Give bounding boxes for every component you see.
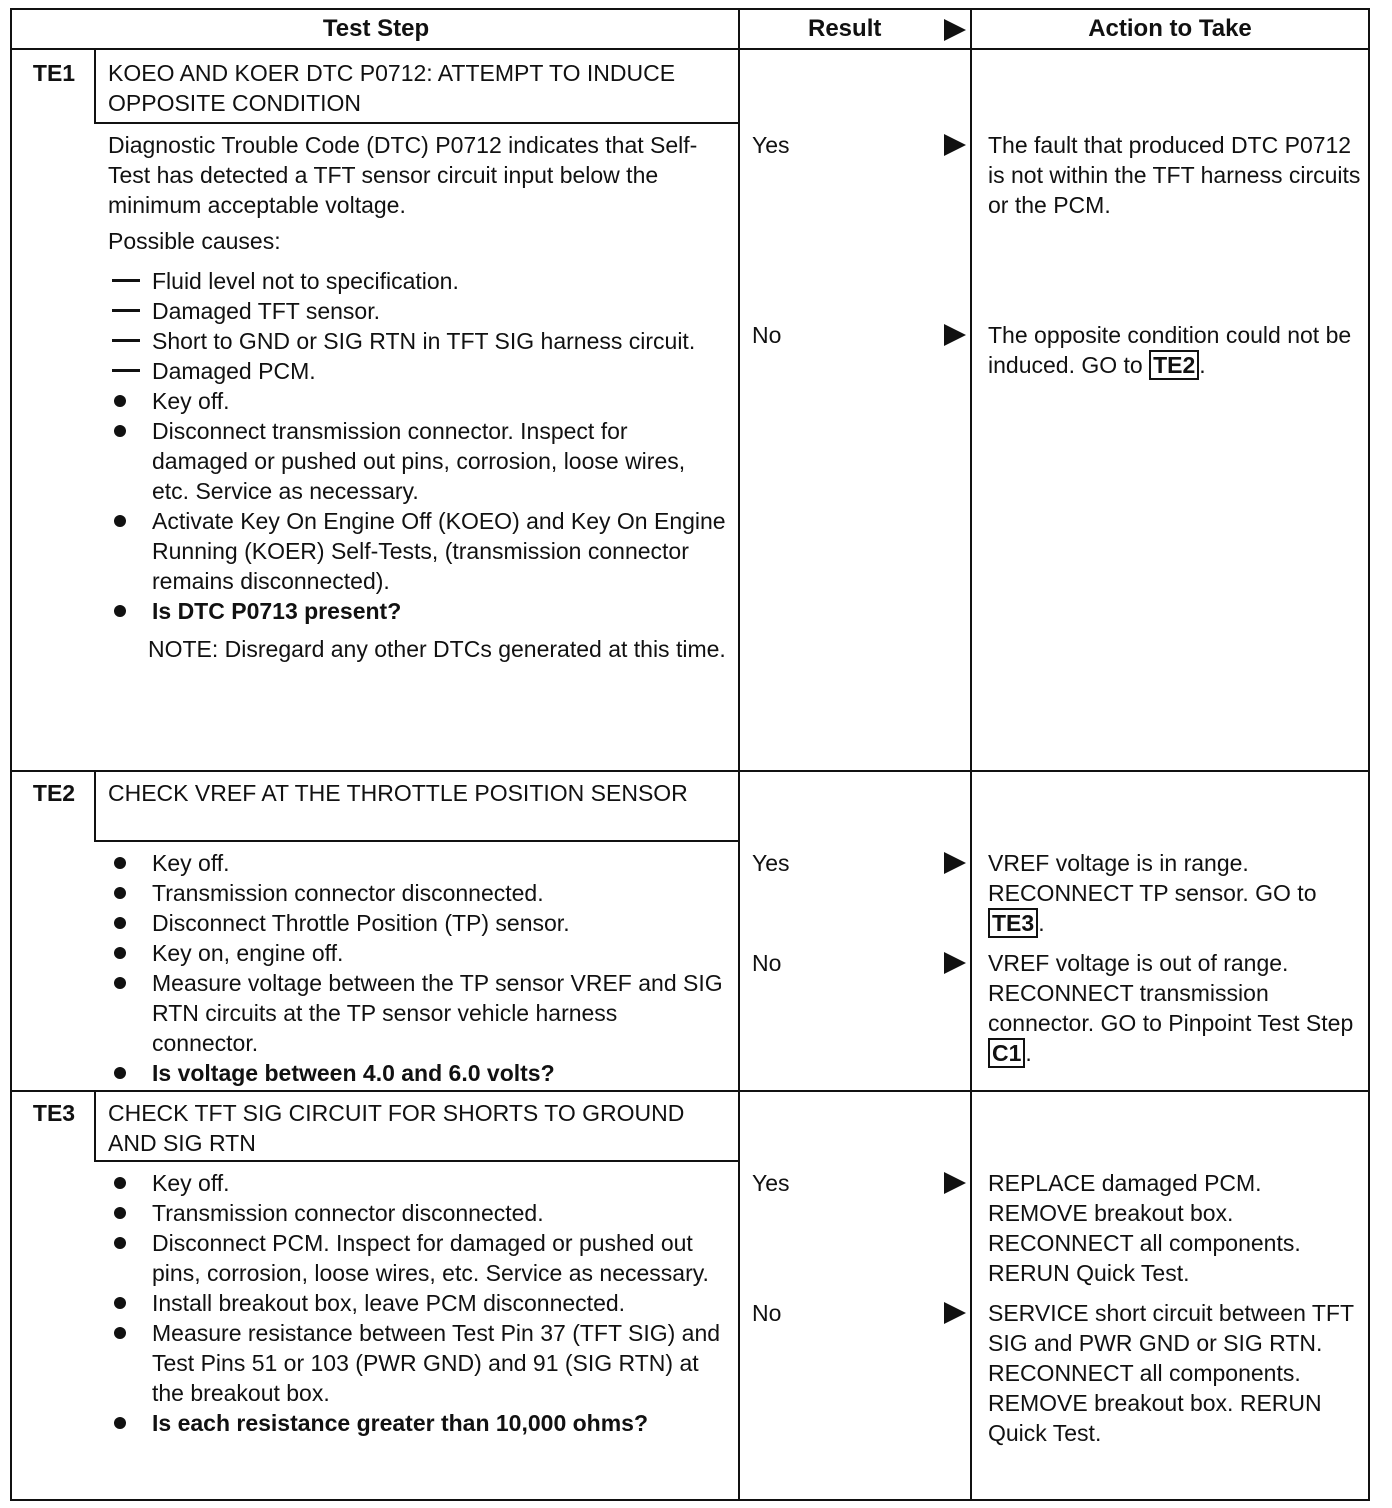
- bullet-icon: [114, 1417, 126, 1429]
- list-item: Key on, engine off.: [108, 938, 728, 968]
- arrow-icon: [944, 324, 966, 346]
- te3-row-divider: [12, 1090, 1368, 1092]
- arrow-icon: [944, 852, 966, 874]
- te3-step-id: TE3: [32, 1100, 76, 1126]
- te2-title: CHECK VREF AT THE THROTTLE POSITION SENSOR: [108, 780, 688, 806]
- list-item: Install breakout box, leave PCM disconnected.: [108, 1288, 728, 1318]
- bullet-icon: [114, 1237, 126, 1249]
- bullet-icon: [114, 1177, 126, 1189]
- bullet-icon: [114, 947, 126, 959]
- arrow-icon: [944, 1302, 966, 1324]
- list-item: Disconnect Throttle Position (TP) sensor.: [108, 908, 728, 938]
- c1-reference-link[interactable]: C1: [988, 1038, 1025, 1068]
- bullet-icon: [114, 425, 126, 437]
- bullet-icon: [114, 515, 126, 527]
- list-item: Damaged PCM.: [108, 356, 728, 386]
- bullet-icon: [114, 977, 126, 989]
- te1-title: KOEO AND KOER DTC P0712: ATTEMPT TO INDUCE OPPOSITE CONDITION: [108, 60, 676, 116]
- te3-yes-label: Yes: [752, 1170, 790, 1196]
- te3-yes-action: REPLACE damaged PCM. REMOVE breakout box. RECONNECT all components. RERUN Quick Test.: [988, 1170, 1301, 1286]
- te1-title-underline: [94, 122, 738, 124]
- header-arrow-icon: [944, 19, 966, 41]
- te3-title-underline: [94, 1160, 738, 1162]
- te3-body: [108, 1168, 728, 1438]
- bullet-icon: [114, 917, 126, 929]
- bullet-icon: [114, 395, 126, 407]
- bullet-icon: [114, 887, 126, 899]
- te1-steps-list: [108, 386, 728, 626]
- list-item: Key off.: [108, 386, 728, 416]
- list-item: Activate Key On Engine Off (KOEO) and Key On Engine Running (KOER) Self-Tests, (transmission connector remains disconnected).: [108, 506, 728, 596]
- te1-no-action: The opposite condition could not be induced. GO to TE2 .: [988, 322, 1352, 378]
- te1-yes-action: The fault that produced DTC P0712 is not within the TFT harness circuits or the PCM.: [988, 132, 1361, 218]
- te1-note: NOTE: Disregard any other DTCs generated at this time.: [148, 636, 726, 662]
- list-item: Is voltage between 4.0 and 6.0 volts?: [108, 1058, 728, 1088]
- te1-no-label: No: [752, 322, 782, 348]
- te1-causes-label: Possible causes:: [108, 228, 281, 254]
- bullet-icon: [114, 605, 126, 617]
- list-item: Is DTC P0713 present?: [108, 596, 728, 626]
- header-result: Result: [740, 10, 972, 50]
- te3-no-action: SERVICE short circuit between TFT SIG and PWR GND or SIG RTN. RECONNECT all components. REMOVE breakout box. RERUN Quick Test.: [988, 1300, 1354, 1446]
- list-item: Is each resistance greater than 10,000 ohms?: [108, 1408, 728, 1438]
- list-item: Measure voltage between the TP sensor VREF and SIG RTN circuits at the TP sensor vehicle harness connector.: [108, 968, 728, 1058]
- diagnostic-table: [10, 8, 1370, 1501]
- header-action: Action to Take: [972, 10, 1368, 50]
- header-test-step: Test Step: [12, 10, 740, 50]
- list-item: Fluid level not to specification.: [108, 266, 728, 296]
- bullet-icon: [114, 857, 126, 869]
- te1-step-id: TE1: [32, 60, 76, 86]
- te1-intro: Diagnostic Trouble Code (DTC) P0712 indicates that Self-Test has detected a TFT sensor circuit input below the minimum acceptable voltage.: [108, 132, 698, 218]
- list-item: Disconnect transmission connector. Inspect for damaged or pushed out pins, corrosion, loose wires, etc. Service as necessary.: [108, 416, 728, 506]
- te1-yes-label: Yes: [752, 132, 790, 158]
- te2-reference-link[interactable]: TE2: [1149, 350, 1199, 380]
- list-item: Measure resistance between Test Pin 37 (TFT SIG) and Test Pins 51 or 103 (PWR GND) and 91 (SIG RTN) at the breakout box.: [108, 1318, 728, 1408]
- te3-title: CHECK TFT SIG CIRCUIT FOR SHORTS TO GROUND AND SIG RTN: [108, 1100, 685, 1156]
- list-item: Key off.: [108, 848, 728, 878]
- te1-body: [108, 130, 728, 670]
- list-item: Transmission connector disconnected.: [108, 1198, 728, 1228]
- te2-yes-action: VREF voltage is in range. RECONNECT TP sensor. GO to TE3 .: [988, 850, 1317, 936]
- te2-no-label: No: [752, 950, 782, 976]
- list-item: Key off.: [108, 1168, 728, 1198]
- te3-steps-list: [108, 1168, 728, 1438]
- te3-reference-link[interactable]: TE3: [988, 908, 1038, 938]
- te1-causes-list: [108, 266, 728, 386]
- te2-body: [108, 848, 728, 1088]
- te2-steps-list: [108, 848, 728, 1088]
- list-item: Transmission connector disconnected.: [108, 878, 728, 908]
- te3-no-label: No: [752, 1300, 782, 1326]
- te2-no-action: VREF voltage is out of range. RECONNECT transmission connector. GO to Pinpoint Test Step C1 .: [988, 950, 1354, 1066]
- arrow-icon: [944, 952, 966, 974]
- dash-icon: [112, 309, 140, 312]
- list-item: Disconnect PCM. Inspect for damaged or pushed out pins, corrosion, loose wires, etc. Service as necessary.: [108, 1228, 728, 1288]
- list-item: Damaged TFT sensor.: [108, 296, 728, 326]
- bullet-icon: [114, 1327, 126, 1339]
- te2-title-underline: [94, 840, 738, 842]
- arrow-icon: [944, 1172, 966, 1194]
- column-divider-action: [970, 10, 972, 1499]
- list-item: Short to GND or SIG RTN in TFT SIG harness circuit.: [108, 326, 728, 356]
- te2-row-divider: [12, 770, 1368, 772]
- bullet-icon: [114, 1207, 126, 1219]
- bullet-icon: [114, 1297, 126, 1309]
- te2-step-id: TE2: [32, 780, 76, 806]
- dash-icon: [112, 369, 140, 372]
- column-divider-result: [738, 10, 740, 1499]
- te2-yes-label: Yes: [752, 850, 790, 876]
- arrow-icon: [944, 134, 966, 156]
- dash-icon: [112, 339, 140, 342]
- bullet-icon: [114, 1067, 126, 1079]
- dash-icon: [112, 279, 140, 282]
